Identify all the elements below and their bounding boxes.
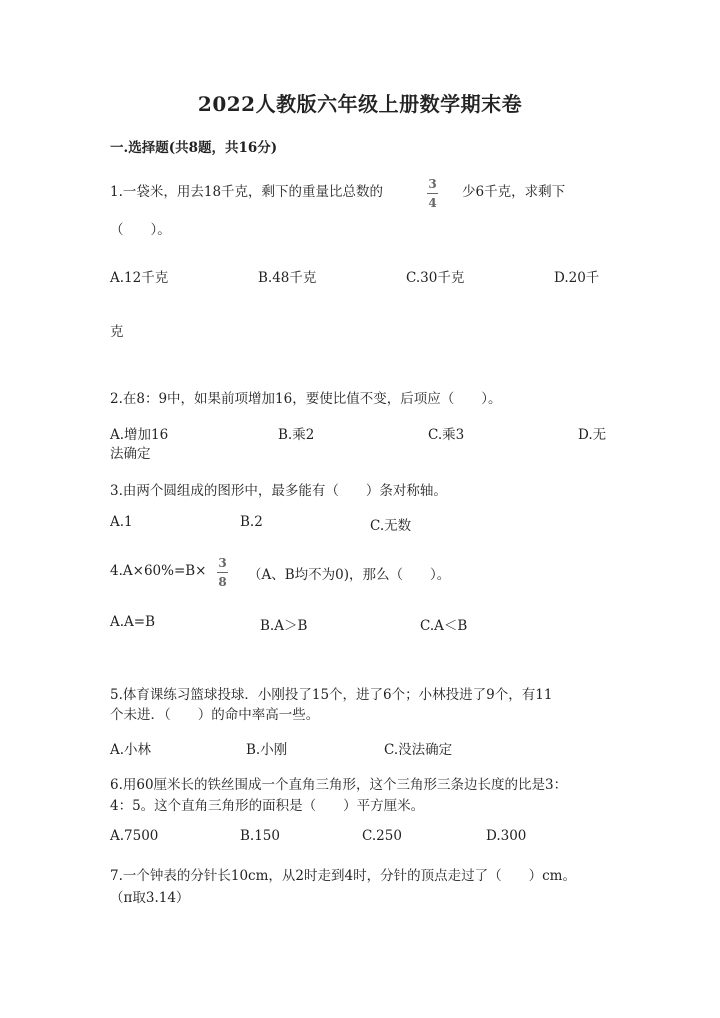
question-2-option-d-wrap: 法确定 — [110, 446, 151, 462]
fraction-denominator: 8 — [218, 575, 227, 589]
question-2-option-c[interactable]: C.乘3 — [428, 427, 465, 443]
question-6-line2: 4：5。这个直角三角形的面积是（ ）平方厘米。 — [110, 798, 425, 814]
question-5-line2: 个未进．（ ）的命中率高一些。 — [110, 707, 320, 723]
question-5-option-b[interactable]: B.小刚 — [246, 742, 288, 758]
question-3-option-a[interactable]: A.1 — [110, 514, 133, 530]
question-1-fraction — [427, 178, 438, 209]
question-1-option-c[interactable]: C.30千克 — [406, 270, 465, 286]
question-1-option-a[interactable]: A.12千克 — [110, 270, 169, 286]
question-7-text: 7.一个钟表的分针长10cm，从2时走到4时，分针的顶点走过了（ ）cm。 — [110, 868, 576, 884]
fraction-bar — [217, 572, 228, 573]
section-heading: 一.选择题(共8题，共16分) — [110, 140, 278, 156]
question-7-line2: （π取3.14） — [110, 890, 190, 906]
fraction-numerator: 3 — [428, 177, 437, 191]
question-1-option-b[interactable]: B.48千克 — [258, 270, 317, 286]
question-5-option-a[interactable]: A.小林 — [110, 742, 152, 758]
question-6-option-a[interactable]: A.7500 — [110, 828, 159, 844]
question-6-option-d[interactable]: D.300 — [486, 828, 527, 844]
question-4-option-a[interactable]: A.A=B — [110, 614, 156, 630]
question-6-option-b[interactable]: B.150 — [240, 828, 280, 844]
question-5-text: 5.体育课练习篮球投球．小刚投了15个，进了6个；小林投进了9个，有11 — [110, 687, 553, 703]
question-6-text: 6.用60厘米长的铁丝围成一个直角三角形，这个三角形三条边长度的比是3： — [110, 777, 568, 793]
fraction-numerator: 3 — [218, 556, 227, 570]
question-3-option-c[interactable]: C.无数 — [370, 518, 412, 534]
question-4-text-before: 4.A×60%=B× — [110, 563, 207, 579]
fraction-bar — [427, 193, 438, 194]
question-2-option-b[interactable]: B.乘2 — [278, 427, 315, 443]
question-1-line2: （ ）。 — [110, 222, 171, 238]
question-5-option-c[interactable]: C.没法确定 — [384, 742, 453, 758]
page-title: 2022人教版六年级上册数学期末卷 — [197, 92, 523, 116]
question-1-text-before: 1.一袋米，用去18千克，剩下的重量比总数的 — [110, 184, 384, 200]
question-3-option-b[interactable]: B.2 — [240, 514, 263, 530]
question-4-option-b[interactable]: B.A＞B — [260, 618, 308, 634]
fraction-denominator: 4 — [428, 196, 437, 210]
question-6-option-c[interactable]: C.250 — [362, 828, 402, 844]
question-2-option-a[interactable]: A.增加16 — [110, 427, 169, 443]
question-1-option-d[interactable]: D.20千 — [554, 270, 600, 286]
question-2-option-d[interactable]: D.无 — [578, 427, 607, 443]
question-4-text-after: （A、B均不为0)，那么（ ）。 — [248, 567, 451, 583]
question-2-text: 2.在8：9中，如果前项增加16，要使比值不变，后项应（ ）。 — [110, 391, 502, 407]
question-4-option-c[interactable]: C.A＜B — [420, 618, 468, 634]
question-4-fraction — [217, 557, 228, 588]
question-1-text-after: 少6千克，求剩下 — [462, 184, 566, 200]
question-1-option-d-wrap: 克 — [110, 324, 124, 340]
question-3-text: 3.由两个圆组成的图形中，最多能有（ ）条对称轴。 — [110, 483, 447, 499]
